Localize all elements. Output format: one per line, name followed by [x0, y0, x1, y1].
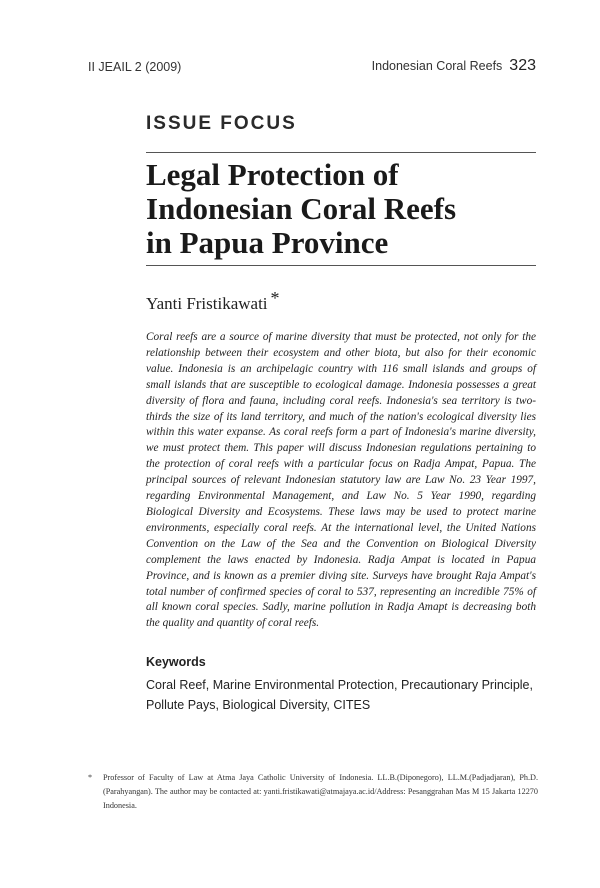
running-head: [372, 57, 536, 75]
author-name: Yanti Fristikawati: [146, 294, 268, 313]
footnote-text: Professor of Faculty of Law at Atma Jaya Catholic University of Indonesia. LL.B.(Diponegoro), LL.M.(Padjadjaran), Ph.D.(Parahyangan). The author may be contacted at: yanti.fristikawati@atmajaya.ac.id/Address: Pesanggrahan Mas M 15 Jakarta 12270 Indonesia.: [103, 773, 538, 811]
title-bottom-rule: [146, 265, 536, 266]
title-line: Indonesian Coral Reefs: [146, 191, 457, 226]
author-footnote-mark: *: [270, 288, 280, 308]
section-label: ISSUE FOCUS: [146, 113, 297, 134]
footnote-mark: *: [88, 773, 93, 782]
page-number: 323: [509, 57, 536, 74]
keywords-heading: Keywords: [146, 655, 206, 669]
abstract: Coral reefs are a source of marine diversity that must be protected, not only for the relationship between their ecosystem and other biota, but also for their economic value. Indonesia is an archipelagic country with 116 small islands and groups of small islands that are susceptible to ecological damage. Indonesia possesses a great diversity of flora and fauna, including coral reefs. Indonesia's sea territory is two-thirds the size of its land territory, and much of the nation's ecological diversity lies within this water expanse. As coral reefs form a part of Indonesia's marine diversity, we must protect them. This paper will discuss Indonesian regulations pertaining to the protection of coral reefs with a particular focus on Radja Ampat, Papua. The principal sources of relevant Indonesian statutory law are Law No. 23 Year 1997, regarding Environmental Management, and Law No. 5 Year 1990, regarding Biological Diversity and Ecosystems. These laws may be used to protect marine environments, especially coral reefs. At the international level, the United Nations Convention on the Law of the Sea and the Convention on Biological Diversity complement the laws enacted by Indonesia. Radja Ampat is located in Papua Province, and is known as a premier diving site. Surveys have brought Raja Ampat's total number of confirmed species of coral to 537, representing an incredible 75% of all known coral species. Sadly, marine pollution in Radja Amapt is decreasing both the quality and quantity of coral reefs.: [146, 331, 536, 630]
running-head-journal: II JEAIL 2 (2009): [88, 60, 182, 74]
article-title: [146, 158, 536, 260]
footnote: [88, 771, 538, 814]
author: [146, 288, 280, 314]
title-line: Legal Protection of: [146, 157, 399, 192]
title-line: in Papua Province: [146, 225, 389, 260]
keywords-text: Coral Reef, Marine Environmental Protection, Precautionary Principle, Pollute Pays, Biological Diversity, CITES: [146, 678, 533, 712]
title-top-rule: [146, 152, 536, 153]
running-head-title: Indonesian Coral Reefs: [371, 59, 503, 73]
